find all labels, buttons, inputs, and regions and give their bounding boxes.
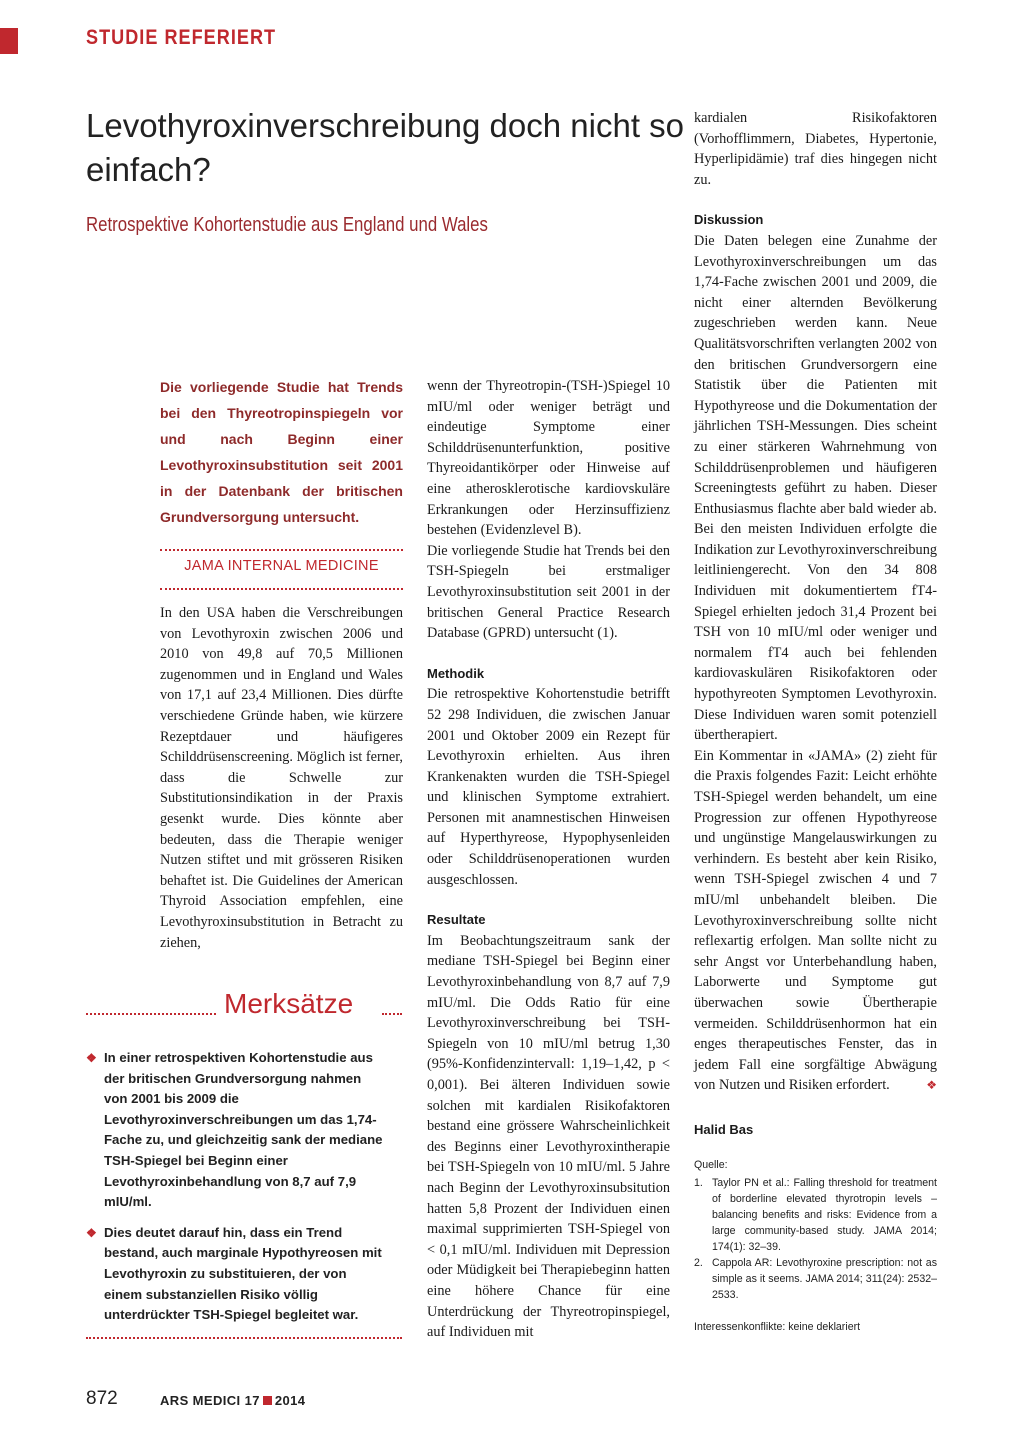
reference-text: Taylor PN et al.: Falling threshold for treatment of borderline elevated thyrotropin levels – balancing benefits and risks: Evidence from a large community-based study. JAMA 2014; 174(1): 32–39. — [712, 1176, 937, 1253]
merksatz-item — [86, 1223, 386, 1326]
column-1 — [160, 603, 403, 953]
body-paragraph: Die retrospektive Kohortenstudie betrifft 52 298 Individuen, die zwischen Januar 2001 und Oktober 2009 ein Rezept für Levothyroxin erhielten. Aus ihren Krankenakten wurden die TSH-Spiegel und klinischen Symptome extrahiert. Personen mit anamnestischen Hinweisen auf Hyperthyreose, Hypophysenleiden oder Schilddrüsenoperationen wurden ausgeschlossen. — [427, 686, 670, 888]
reference-number: 1. — [694, 1176, 703, 1189]
page-number: 872 — [86, 1388, 118, 1409]
divider-dotted — [382, 1013, 402, 1015]
body-paragraph: Die Daten belegen eine Zunahme der Levothyroxinverschreibungen um das 1,74-Fache zwischen 2001 und 2009, die nicht einer alternden Bevölkerung zugeschrieben werden kann. Neue Qualitätsvorschriften verlangten 2002 von den britischen Grundversorgern eine Statistik über die Patienten mit Hypothyreose und die Dokumentation der jährlichen TSH-Messungen. Dies scheint zu einer stärkeren Wahrnehmung von Schilddrüsenproblemen und häufigeren Screeningtests geführt zu haben. Dieser Enthusiasmus flachte aber bald wieder ab. Bei den meisten Individuen erfolgte die Indikation zur Levothyroxinverschreibung leitliniengerecht. Von den 34 808 Individuen mit dokumentiertem fT4-Spiegel erhielten jedoch 31,4 Prozent bei TSH von 10 mIU/ml oder weniger und normalem fT4 auch bei fehlenden kardiovaskulären Risikofaktoren oder hypothyreoten Symptomen Levothyroxin. Diese Individuen waren somit potenziell übertherapiert. — [694, 232, 937, 744]
diamond-bullet-icon: ❖ — [86, 1225, 97, 1240]
body-paragraph: Die vorliegende Studie hat Trends bei den TSH-Spiegeln bei erstmaliger Levothyroxinsubstitution seit 2001 in der britischen General Practice Research Database (GPRD) untersucht (1). — [427, 542, 670, 642]
merksaetze-title: Merksätze — [224, 988, 354, 1019]
column-2 — [427, 376, 670, 1343]
references — [694, 1157, 937, 1335]
merksaetze-header — [86, 988, 402, 1028]
article-lead: Die vorliegende Studie hat Trends bei den Thyreotropinspiegeln vor und nach Beginn einer Levothyroxinsubstitution seit 2001 in der Datenbank der britischen Grundversorgung untersucht. — [160, 379, 403, 525]
body-paragraph — [694, 746, 937, 1096]
divider-dotted — [160, 588, 403, 590]
diamond-bullet-icon: ❖ — [86, 1051, 97, 1065]
divider-dotted — [86, 1337, 402, 1339]
merksaetze-list — [86, 1048, 386, 1336]
diskussion-heading: Diskussion — [694, 212, 764, 228]
footer-journal-name: ARS MEDICI 17 — [160, 1393, 260, 1408]
merksatz-text: In einer retrospektiven Kohortenstudie aus der britischen Grundversorgung nahmen von 2001 bis 2009 die Levothyroxinverschreibungen um das 1,74-Fache zu, und gleichzeitig sank der mediane TSH-Spiegel bei Beginn einer Levothyroxinbehandlung von 8,7 auf 7,9 mIU/ml. — [104, 1050, 383, 1210]
footer-square-icon — [263, 1396, 272, 1405]
footer-journal — [160, 1393, 305, 1408]
body-paragraph: Im Beobachtungszeitraum sank der mediane TSH-Spiegel bei Beginn einer Levothyroxinbehandlung von 8,7 auf 7,9 mIU/ml. Die Odds Ratio für eine Levothyroxinverschreibung bei TSH-Spiegeln von 10 mIU/ml betrug 1,30 (95%-Konfidenzintervall: 1,19–1,42, p < 0,001). Bei älteren Individuen sowie solchen mit kardialen Risikofaktoren bestand eine grössere Wahrscheinlichkeit des Beginns einer Levothyroxintherapie bei TSH-Spiegeln von 10 mIU/ml. 5 Jahre nach Beginn der Levothyroxinsubsitution hatten 5,8 Prozent der Individuen einen maximal supprimierten TSH-Spiegel von < 0,1 mIU/ml. Individuen mit Depression oder Müdigkeit bei Therapiebeginn hatten eine höhere Chance für eine Unterdrückung der Thyreotropinspiegel, auf Individuen mit — [427, 932, 670, 1341]
end-mark-icon: ❖ — [926, 1078, 937, 1093]
column-3 — [694, 108, 937, 1335]
body-paragraph: In den USA haben die Verschreibungen von Levothyroxin zwischen 2006 und 2010 von 49,8 auf 70,5 Millionen zugenommen und in England und Wales von 17,1 auf 23,4 Millionen. Dies dürfte verschiedene Gründe haben, wie kürzere Rezeptdauer und häufigeres Schilddrüsenscreening. Möglich ist ferner, dass die Schwelle zur Substitutionsindikation in der Praxis gesenkt wurde. Dies könnte aber bedeuten, dass die Therapie weniger Nutzen stiftet und mit grösseren Risiken behaftet ist. Die Guidelines der American Thyroid Association empfehlen, eine Levothyroxinsubstitution in Betracht zu ziehen, — [160, 605, 403, 951]
author-name: Halid Bas — [694, 1121, 754, 1137]
article-subtitle: Retrospektive Kohortenstudie aus England und Wales — [86, 214, 488, 236]
reference-text: Cappola AR: Levothyroxine prescription: not as simple as it seems. JAMA 2014; 311(24): 2532–2533. — [712, 1256, 937, 1301]
article-title: Levothyroxinverschreibung doch nicht so einfach? — [86, 107, 685, 188]
conflicts-note: Interessenkonflikte: keine deklariert — [694, 1320, 861, 1333]
body-paragraph: wenn der Thyreotropin-(TSH-)Spiegel 10 mIU/ml oder weniger beträgt und eindeutige Symptome einer Schilddrüsenunterfunktion, positive Thyreoidantikörper oder Hinweise auf eine atherosklerotische kardiovskuläre Erkrankungen oder Herzinsuffizienz bestehen (Evidenzlevel B). — [427, 378, 670, 539]
section-label: STUDIE REFERIERT — [86, 26, 277, 49]
reference-item — [694, 1175, 937, 1255]
merksatz-text: Dies deutet darauf hin, dass ein Trend bestand, auch marginale Hypothyreosen mit Levothyroxin zu substituieren, der von einem substanziellen Risiko völlig unterdrückter TSH-Spiegel begleitet war. — [104, 1224, 382, 1323]
footer-year: 2014 — [274, 1393, 306, 1408]
resultate-heading: Resultate — [427, 912, 486, 928]
reference-number: 2. — [694, 1256, 703, 1269]
body-paragraph: kardialen Risikofaktoren (Vorhofflimmern, Diabetes, Hypertonie, Hyperlipidämie) traf dies hingegen nicht zu. — [694, 110, 937, 188]
divider-dotted — [86, 1013, 216, 1015]
reference-item — [694, 1255, 937, 1303]
body-text: Ein Kommentar in «JAMA» (2) zieht für die Praxis folgendes Fazit: Leicht erhöhte TSH-Spiegel werden behandelt, um eine Progression zur offenen Hypothyreose und ungünstige Mangelauswirkungen zu verhindern. Es besteht aber kein Risiko, wenn TSH-Spiegel zwischen 4 und 7 mIU/ml unbehandelt bleiben. Die Levothyroxinverschreibung sollte nicht reflexartig erfolgen. Man sollte nicht zu sehr Angst vor Unterbehandlung haben, Laborwerte und Symptome gut überwachen sowie Übertherapie vermeiden. Schilddrüsenhormon hat ein enges therapeutisches Fenster, das in jedem Fall eine sorgfältige Abwägung von Nutzen und Risiken erfordert. — [694, 747, 937, 1094]
section-color-block — [0, 28, 18, 54]
journal-name: JAMA INTERNAL MEDICINE — [184, 558, 379, 574]
divider-dotted — [160, 549, 403, 551]
methodik-heading: Methodik — [427, 665, 485, 681]
source-label: Quelle: — [694, 1158, 728, 1171]
merksatz-item — [86, 1048, 386, 1213]
